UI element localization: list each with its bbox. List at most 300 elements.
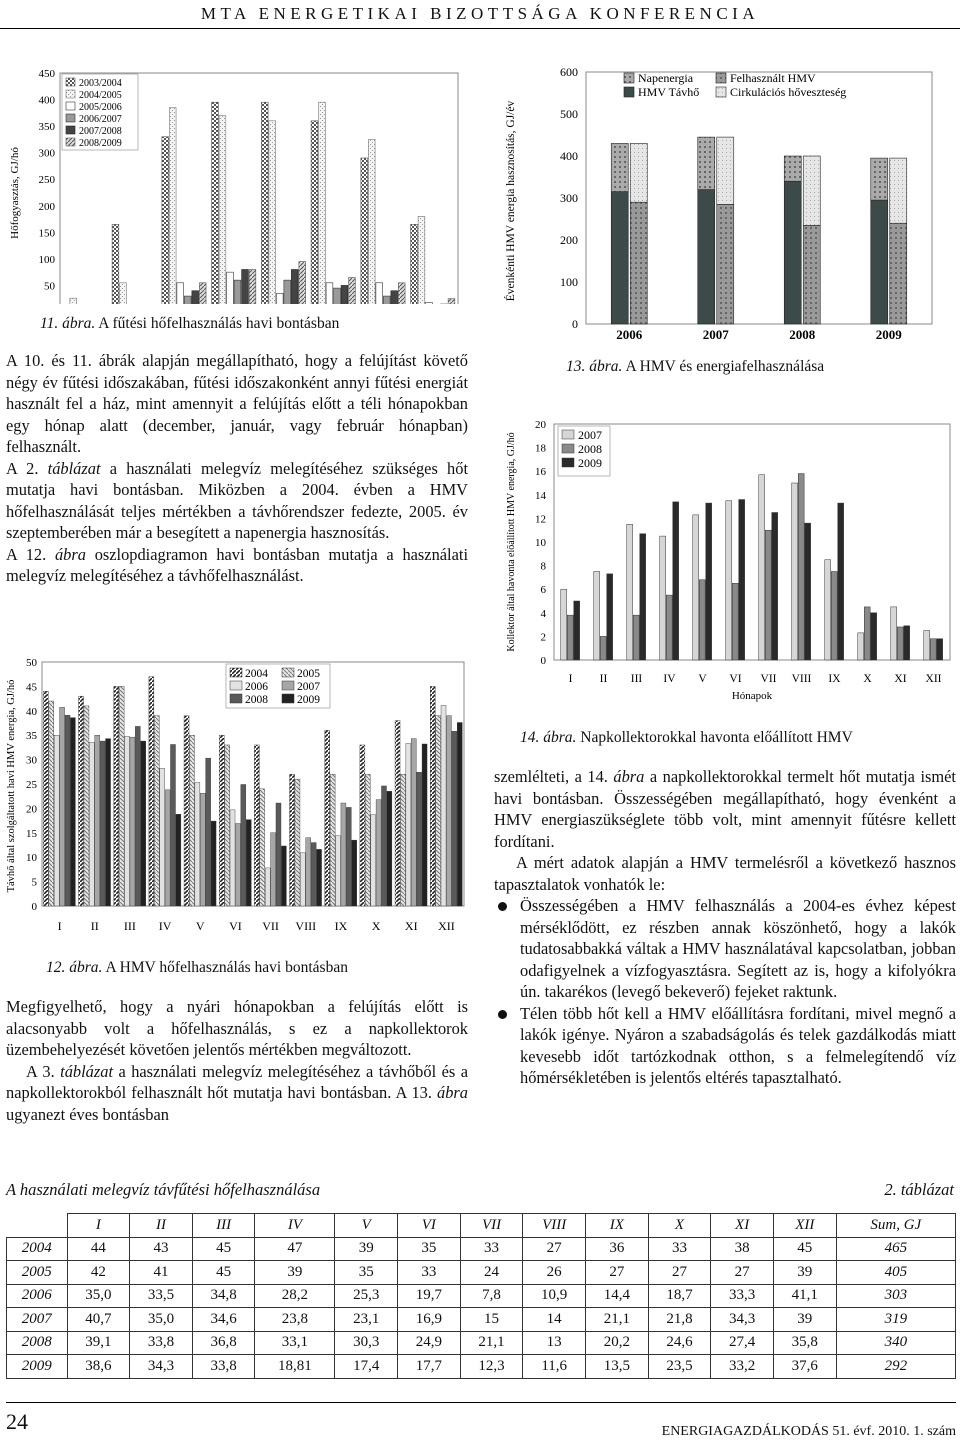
fig12-bar (149, 677, 154, 906)
table-cell: 27 (523, 1237, 586, 1261)
fig14-xtick: III (630, 673, 643, 685)
fig13-caption (566, 357, 824, 377)
fig11-ylabel: Hőfogyasztás, GJ/hó (9, 147, 21, 239)
fig11-bar (162, 137, 169, 304)
fig11-bar (361, 158, 368, 304)
fig14-bar (838, 503, 844, 660)
fig11-bar (383, 296, 390, 304)
fig12-ytick: 10 (26, 852, 37, 865)
fig12-xtick: II (90, 919, 99, 933)
fig11-bar (376, 283, 383, 304)
fig11-legend-swatch (66, 138, 75, 146)
fig12-bar (376, 800, 381, 906)
fig14-ytick: 20 (535, 419, 546, 431)
fig14-bar (627, 524, 633, 660)
fig11-legend-label: 2007/2008 (79, 126, 122, 137)
fig14-bar (930, 639, 936, 660)
fig14-ytick: 16 (535, 466, 546, 479)
table-cell: 27 (586, 1261, 649, 1285)
fig12-bar (225, 745, 230, 906)
fig11-bar (299, 262, 306, 304)
fig12-caption-text: A HMV hőfelhasználás havi bontásban (105, 959, 348, 976)
fig12-xtick: VII (262, 919, 279, 933)
fig12-bar (276, 803, 281, 906)
fig11-bar (334, 288, 341, 304)
fig14-bar (798, 474, 804, 660)
fig13-legend-label: Felhasznált HMV (730, 71, 816, 85)
table-cell: 34,6 (192, 1308, 255, 1332)
para-2 (6, 458, 468, 544)
table-cell: 13 (523, 1331, 586, 1355)
fig13-bar-felhasznalt (717, 204, 734, 324)
fig12-bar (65, 715, 70, 906)
fig14-bar (607, 574, 613, 660)
left-text-bottom (6, 996, 468, 1125)
fig12-caption-label: 12. ábra. (46, 959, 103, 976)
fig13-ytick: 500 (560, 107, 578, 121)
table-cell: 21,8 (648, 1308, 711, 1332)
bullet-2-text: Télen több hőt kell a HMV előállításra fordítani, mivel megnő a lakók igénye. Nyáron a szabadságolás és telek gazdálkodás miatt kevesebb időt tartózkodnak otthon, s a felmelegítendő víz hőmérsékletében is jelentős eltérés tapasztalható. (520, 1003, 956, 1087)
table-cell: 35,0 (130, 1308, 193, 1332)
fig12-bar (271, 833, 276, 906)
fig13-bar-tavho (871, 200, 888, 324)
fig11-ytick: 300 (38, 147, 55, 160)
fig11-legend-swatch (66, 78, 75, 86)
fig12-ytick: 25 (26, 779, 37, 791)
fig13-ytick: 600 (560, 65, 578, 79)
table-cell: 39 (255, 1261, 335, 1285)
fig12-bar (141, 741, 146, 906)
fig14-xtick: V (698, 673, 707, 685)
fig13-legend-label: HMV Távhő (638, 85, 700, 99)
table-header-cell: VII (460, 1214, 523, 1238)
fig12-bar (300, 853, 305, 906)
para-4: Megfigyelhető, hogy a nyári hónapokban a felújítás előtt is alacsonyabb volt a hőfelhasználás, s ez a napkollektorok üzembehelyezését követően jelentős mértékben megváltozott. (6, 997, 468, 1059)
fig13-ytick: 0 (572, 317, 578, 331)
fig12-bar (346, 807, 351, 906)
table-cell: 10,9 (523, 1284, 586, 1308)
fig12-legend-swatch (282, 681, 294, 690)
para-r1-em: ábra (613, 767, 645, 786)
fig11-caption-label: 11. ábra. (40, 315, 96, 332)
table-cell: 27 (711, 1261, 774, 1285)
table-header-cell: XI (711, 1214, 774, 1238)
fig13-bar-cirkulacios (890, 158, 907, 223)
table-cell: 39 (773, 1261, 836, 1285)
fig12-xtick: VI (229, 919, 242, 933)
table-cell: 35 (398, 1237, 461, 1261)
fig12-bar (325, 730, 330, 906)
table-cell: 36 (586, 1237, 649, 1261)
table-cell: 39,1 (67, 1331, 130, 1355)
fig14-ytick: 12 (535, 513, 546, 526)
bullet-list (494, 895, 956, 1089)
fig12-xtick: I (57, 919, 62, 933)
fig12-bar (311, 843, 316, 906)
fig12-chart (0, 650, 470, 950)
fig14-ytick: 8 (540, 560, 546, 573)
fig14-xtick: I (568, 673, 573, 685)
fig14-bar (706, 503, 712, 660)
table-cell: 34,3 (130, 1355, 193, 1379)
fig11-ytick: 400 (38, 94, 55, 107)
para-r2: A mért adatok alapján a HMV termelésről a következő hasznos tapasztalatok vonhatók le: (494, 853, 956, 894)
table-cell: 45 (192, 1261, 255, 1285)
fig11-legend-swatch (66, 90, 75, 98)
table-cell: 43 (130, 1237, 193, 1261)
table-cell: 45 (773, 1237, 836, 1261)
fig13-ylabel: Évenkénti HMV energia hasznosítás, GJ/év (505, 100, 517, 302)
fig14-bar (792, 483, 798, 660)
fig12-legend-swatch (282, 668, 294, 677)
fig12-bar (295, 779, 300, 906)
table-cell: 33 (648, 1237, 711, 1261)
fig13-bar-napenergia (784, 156, 801, 181)
fig12-bar (400, 774, 405, 906)
fig13-bar-tavho (784, 181, 801, 324)
fig13-legend-swatch (624, 73, 634, 83)
table-row (7, 1355, 956, 1379)
fig12-bar (100, 741, 105, 906)
fig14-bar (759, 475, 765, 660)
fig14-ytick: 6 (540, 584, 546, 597)
fig12-bar (241, 784, 246, 906)
fig14-legend-swatch (562, 430, 574, 439)
table-cell: 41,1 (773, 1284, 836, 1308)
table-cell: 30,3 (335, 1331, 398, 1355)
fig14-bar (567, 615, 573, 660)
fig12-bar (430, 686, 435, 906)
fig14-bar (924, 631, 930, 661)
table-cell: 33,8 (130, 1331, 193, 1355)
table2-label: 2. táblázat (884, 1180, 954, 1199)
fig14-bar (825, 560, 831, 660)
table-cell: 17,4 (335, 1355, 398, 1379)
fig11-bar (199, 283, 206, 304)
fig11-legend-swatch (66, 102, 75, 110)
fig11-bar (269, 121, 276, 304)
fig12-bar (417, 772, 422, 906)
right-text (494, 766, 956, 1089)
fig14-bar (858, 633, 864, 660)
fig12-ytick: 50 (26, 657, 37, 669)
fig13-legend-swatch (716, 87, 726, 97)
fig14-ytick: 18 (535, 442, 546, 455)
table-cell: 14 (523, 1308, 586, 1332)
row-year-cell: 2007 (7, 1308, 68, 1332)
fig11-bar (326, 283, 333, 304)
fig12-bar (211, 821, 216, 906)
para-2-a: A 2. (6, 458, 39, 478)
fig12-bar (281, 846, 286, 906)
fig12-ytick: 20 (26, 803, 37, 816)
fig13-bar-felhasznalt (890, 223, 907, 324)
fig12-bar (365, 774, 370, 906)
fig11-bar (227, 272, 234, 304)
fig13-legend-label: Napenergia (638, 71, 694, 85)
fig11-bar (349, 277, 356, 304)
fig12-bar (230, 810, 235, 906)
table-row (7, 1308, 956, 1332)
fig14-bar (805, 523, 811, 660)
fig12-bar (70, 718, 75, 906)
fig14-xtick: VII (760, 673, 777, 685)
fig11-ytick: 100 (38, 253, 55, 266)
fig11-bar (212, 102, 219, 304)
fig12-bar (446, 716, 451, 906)
bullet-dot-icon (498, 1010, 507, 1019)
fig12-bar (95, 735, 100, 906)
fig12-bar (89, 743, 94, 906)
fig12-ytick: 0 (31, 901, 37, 913)
fig12-bar (154, 716, 159, 906)
table-cell: 23,8 (255, 1308, 335, 1332)
para-r1 (494, 766, 956, 852)
fig14-bar (600, 636, 606, 660)
fig14-ytick: 10 (535, 537, 546, 549)
table-cell: 33 (460, 1237, 523, 1261)
table-header-cell: XII (773, 1214, 836, 1238)
table-header-cell: IV (255, 1214, 335, 1238)
fig14-legend-swatch (562, 444, 574, 453)
table-cell: 13,5 (586, 1355, 649, 1379)
fig14-xtick: X (863, 673, 872, 685)
fig14-ytick: 0 (540, 655, 546, 667)
fig13-ytick: 300 (560, 191, 578, 205)
fig13-xtick: 2007 (702, 327, 729, 342)
fig11-bar (398, 283, 405, 304)
table-cell: 33,1 (255, 1331, 335, 1355)
table-cell: 34,8 (192, 1284, 255, 1308)
table-header-cell: I (67, 1214, 130, 1238)
fig12-bar (114, 686, 119, 906)
fig13-xtick: 2006 (616, 327, 643, 342)
fig14-bar (693, 515, 699, 660)
fig12-bar (381, 786, 386, 906)
table-cell: 23,5 (648, 1355, 711, 1379)
fig11-ytick: 250 (38, 174, 55, 187)
table-cell: 24 (460, 1261, 523, 1285)
left-text-top (6, 350, 468, 587)
table-header-cell: IX (586, 1214, 649, 1238)
fig12-bar (184, 716, 189, 906)
footer-rule (6, 1402, 956, 1403)
table-row (7, 1284, 956, 1308)
fig11-bar (169, 108, 176, 304)
table2 (6, 1213, 956, 1379)
para-5-em1: táblázat (60, 1061, 113, 1081)
table-header-cell: X (648, 1214, 711, 1238)
fig12-bar (336, 836, 341, 906)
fig12-bar (206, 758, 211, 906)
fig12-xtick: X (371, 919, 381, 933)
fig11-bar (184, 296, 191, 304)
table-cell: 36,8 (192, 1331, 255, 1355)
row-year-cell: 2004 (7, 1237, 68, 1261)
fig11-bar (120, 283, 127, 304)
fig11-bar (234, 280, 241, 304)
fig14-bar (765, 530, 771, 660)
fig12-bar (441, 705, 446, 906)
fig14-bar (561, 589, 567, 660)
fig11-legend-swatch (66, 114, 75, 122)
fig12-bar (457, 723, 462, 906)
fig11-chart (0, 62, 470, 304)
row-year-cell: 2006 (7, 1284, 68, 1308)
para-5-a: A 3. (26, 1061, 55, 1081)
fig12-bar (176, 814, 181, 906)
table-cell: 42 (67, 1261, 130, 1285)
fig14-xtick: XII (925, 673, 942, 685)
fig12-xtick: XI (404, 919, 418, 933)
fig12-bar (106, 739, 111, 906)
fig11-bar (341, 285, 348, 304)
fig13-ytick: 400 (560, 149, 578, 163)
table-cell: 37,6 (773, 1355, 836, 1379)
table-header-cell: VI (398, 1214, 461, 1238)
table-header-cell: Sum, GJ (836, 1214, 955, 1238)
fig11-bar (276, 293, 283, 304)
fig13-ytick: 100 (560, 275, 578, 289)
fig13-bar-cirkulacios (803, 156, 820, 225)
fig14-ylabel: Kollektor által havonta előállított HMV energia, GJ/hó (506, 432, 517, 652)
fig14-legend-label: 2009 (578, 456, 602, 470)
table-cell: 20,2 (586, 1331, 649, 1355)
fig14-ytick: 2 (540, 631, 546, 644)
fig12-bar (43, 691, 48, 906)
table2-title: A használati melegvíz távfűtési hőfelhasználása (6, 1180, 321, 1199)
table-row (7, 1331, 956, 1355)
fig13-bar-napenergia (611, 143, 628, 191)
table-cell: 35,0 (67, 1284, 130, 1308)
fig11-bar (177, 283, 184, 304)
table-header-cell: II (130, 1214, 193, 1238)
para-2-em: táblázat (47, 458, 101, 478)
fig12-ytick: 15 (26, 827, 37, 840)
header-rule (0, 28, 960, 29)
fig11-bar (70, 298, 77, 304)
fig12-bar (125, 736, 130, 906)
table-row (7, 1261, 956, 1285)
table-cell: 7,8 (460, 1284, 523, 1308)
fig12-ytick: 45 (26, 681, 37, 694)
fig12-bar (119, 686, 124, 906)
fig13-legend (624, 71, 846, 99)
bullet-1-text: Összességében a HMV felhasználás a 2004-es évhez képest mérséklődött, ez részben annak köszönhető, hogy a lakók tudatosabbakká váltak a HMV használatával kapcsolatban, jobban odafigyelnek a vízfogyasztásra. Segített az is, hogy a kifolyókra ún. takarékos (levegő bekeverő) fejeket raktunk. (520, 896, 956, 1001)
table-cell: 45 (192, 1237, 255, 1261)
fig12-ytick: 30 (26, 754, 37, 767)
fig14-bar (574, 601, 580, 660)
fig14-bar (871, 613, 877, 660)
corner-cell (7, 1214, 68, 1238)
fig13-ytick: 200 (560, 233, 578, 247)
fig11-bar (311, 121, 318, 304)
fig11-caption (40, 314, 339, 334)
fig12-ytick: 35 (26, 730, 37, 743)
fig11-legend-label: 2003/2004 (79, 78, 122, 89)
para-3 (6, 544, 468, 587)
fig12-legend-label: 2005 (297, 668, 320, 680)
fig12-bar (254, 745, 259, 906)
table-header-cell: V (335, 1214, 398, 1238)
fig14-chart (494, 412, 956, 712)
table-cell: 27 (648, 1261, 711, 1285)
table-cell: 33,2 (711, 1355, 774, 1379)
para-5-c: ugyanezt éves bontásban (6, 1104, 169, 1124)
fig14-legend-label: 2007 (578, 428, 602, 442)
page-number: 24 (6, 1409, 28, 1434)
fig13-bar-felhasznalt (803, 225, 820, 324)
table-row (7, 1237, 956, 1261)
fig12-bar (165, 790, 170, 906)
row-sum-cell: 303 (836, 1284, 955, 1308)
fig12-legend-label: 2009 (297, 694, 320, 706)
fig12-legend-swatch (230, 668, 242, 677)
fig14-caption-text: Napkollektorokkal havonta előállított HMV (580, 729, 853, 746)
bullet-item (494, 895, 956, 1003)
fig11-legend-label: 2004/2005 (79, 90, 122, 101)
fig12-legend (226, 664, 330, 708)
fig14-bar (904, 626, 910, 660)
fig12-bar (422, 744, 427, 906)
table-cell: 44 (67, 1237, 130, 1261)
fig12-bar (219, 735, 224, 906)
fig12-legend-label: 2007 (297, 681, 320, 693)
table-cell: 15 (460, 1308, 523, 1332)
para-3-b: oszlopdiagramon havi bontásban mutatja a használati melegvíz melegítéséhez a távhőfelhasználást. (6, 544, 468, 585)
fig12-ylabel: Távhő által szolgáltatott havi HMV energia, GJ/hó (6, 679, 17, 893)
fig12-bar (265, 868, 270, 906)
table-cell: 35,8 (773, 1331, 836, 1355)
fig12-xtick: V (195, 919, 205, 933)
fig12-legend-swatch (230, 681, 242, 690)
fig12-xtick: IX (334, 919, 348, 933)
fig14-bar (666, 595, 672, 660)
fig12-bar (436, 716, 441, 906)
row-sum-cell: 292 (836, 1355, 955, 1379)
fig12-bar (352, 840, 357, 906)
para-5 (6, 1061, 468, 1126)
fig11-caption-text: A fűtési hőfelhasználás havi bontásban (98, 315, 340, 332)
fig14-bar (864, 607, 870, 660)
fig14-bar (660, 536, 666, 660)
table-cell: 28,2 (255, 1284, 335, 1308)
fig14-caption-label: 14. ábra. (520, 729, 577, 746)
fig12-bar (411, 739, 416, 906)
journal-info: ENERGIAGAZDÁLKODÁS 51. évf. 2010. 1. szám (661, 1424, 956, 1439)
fig13-bar-cirkulacios (630, 143, 647, 202)
row-year-cell: 2008 (7, 1331, 68, 1355)
fig14-xtick: XI (894, 673, 907, 685)
fig14-legend-label: 2008 (578, 442, 602, 456)
fig14-bar (699, 580, 705, 660)
fig11-bar (284, 280, 291, 304)
fig14-xtick: II (599, 673, 608, 685)
fig12-bar (170, 744, 175, 906)
fig11-bar (291, 270, 298, 304)
fig11-bar (192, 291, 199, 304)
fig13-bar-napenergia (698, 137, 715, 190)
fig11-ytick: 450 (38, 68, 55, 80)
row-sum-cell: 405 (836, 1261, 955, 1285)
table-cell: 33,5 (130, 1284, 193, 1308)
fig14-bar (726, 501, 732, 660)
fig12-ytick: 40 (26, 705, 37, 718)
fig14-bar (831, 572, 837, 661)
fig13-legend-swatch (624, 87, 634, 97)
fig11-bar (448, 299, 455, 304)
fig14-xtick: IV (663, 673, 676, 685)
